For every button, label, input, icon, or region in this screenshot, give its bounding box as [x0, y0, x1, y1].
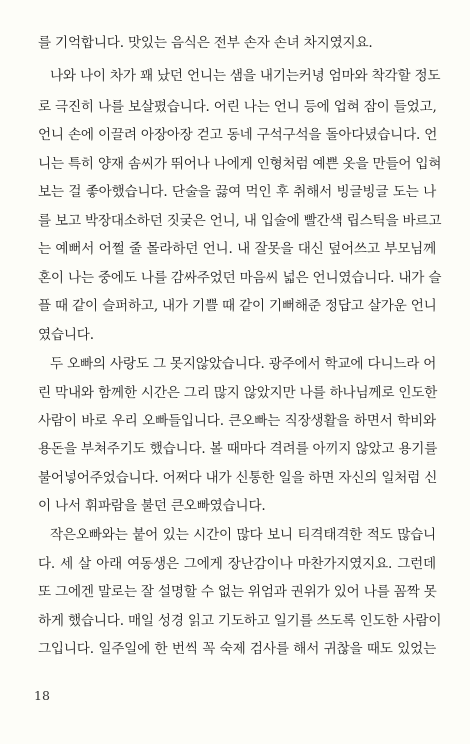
text-line: 그입니다. 일주일에 한 번씩 꼭 숙제 검사를 해서 귀찮을 때도 있었는: [38, 641, 436, 657]
text-line: 나와 나이 차가 꽤 났던 언니는 샘을 내기는커녕 엄마와 착각할 정도: [50, 68, 441, 84]
text-line: 였습니다.: [38, 327, 94, 343]
text-line: 혼이 나는 중에도 나를 감싸주었던 마음씨 넓은 언니였습니다. 내가 슬: [38, 270, 442, 286]
text-line: 니는 특히 양재 솜씨가 뛰어나 나에게 인형처럼 예쁜 옷을 만들어 입혀: [38, 156, 442, 172]
text-line: 언니 손에 이끌려 아장아장 걷고 동네 구석구석을 돌아다녔습니다. 언: [38, 127, 438, 143]
text-line: 플 때 같이 슬퍼하고, 내가 기쁠 때 같이 기뻐해준 정답고 살가운 언니: [38, 298, 437, 314]
text-line: 다. 세 살 아래 여동생은 그에게 장난감이나 마찬가지였지요. 그런데: [38, 556, 436, 572]
text-line: 하게 했습니다. 매일 성경 읽고 기도하고 일기를 쓰도록 인도한 사람이: [38, 613, 442, 629]
text-line: 불어넣어주었습니다. 어쩌다 내가 신통한 일을 하면 자신의 일처럼 신: [38, 470, 438, 486]
text-line: 로 극진히 나를 보살폈습니다. 어린 나는 언니 등에 업혀 잠이 들었고,: [38, 99, 437, 115]
text-line: 작은오빠와는 붙어 있는 시간이 많다 보니 티격태격한 적도 많습니: [50, 527, 436, 543]
text-line: 보는 걸 좋아했습니다. 단술을 끓여 먹인 후 취해서 빙글빙글 도는 나: [38, 184, 436, 200]
text-line: 사람이 바로 우리 오빠들입니다. 큰오빠는 직장생활을 하면서 학비와: [38, 413, 436, 429]
text-line: 두 오빠의 사랑도 그 못지않았습니다. 광주에서 학교에 다니느라 어: [50, 356, 437, 372]
text-line: 또 그에겐 말로는 잘 설명할 수 없는 위엄과 권위가 있어 나를 꼼짝 못: [38, 584, 437, 600]
page-number: 18: [34, 688, 50, 703]
text-line: 를 보고 박장대소하던 짓궂은 언니, 내 입술에 빨간색 립스틱을 바르고: [38, 213, 442, 229]
text-line: 는 예뻐서 어쩔 줄 몰라하던 언니. 내 잘못을 대신 덮어쓰고 부모님께: [38, 241, 436, 257]
text-line: 용돈을 부쳐주기도 했습니다. 볼 때마다 격려를 아끼지 않았고 용기를: [38, 441, 438, 457]
text-line: 린 막내와 함께한 시간은 그리 많지 않았지만 나를 하나님께로 인도한: [38, 385, 438, 401]
text-line: 를 기억합니다. 맛있는 음식은 전부 손자 손녀 차지였지요.: [38, 35, 373, 51]
text-line: 이 나서 휘파람을 불던 큰오빠였습니다.: [38, 498, 266, 514]
